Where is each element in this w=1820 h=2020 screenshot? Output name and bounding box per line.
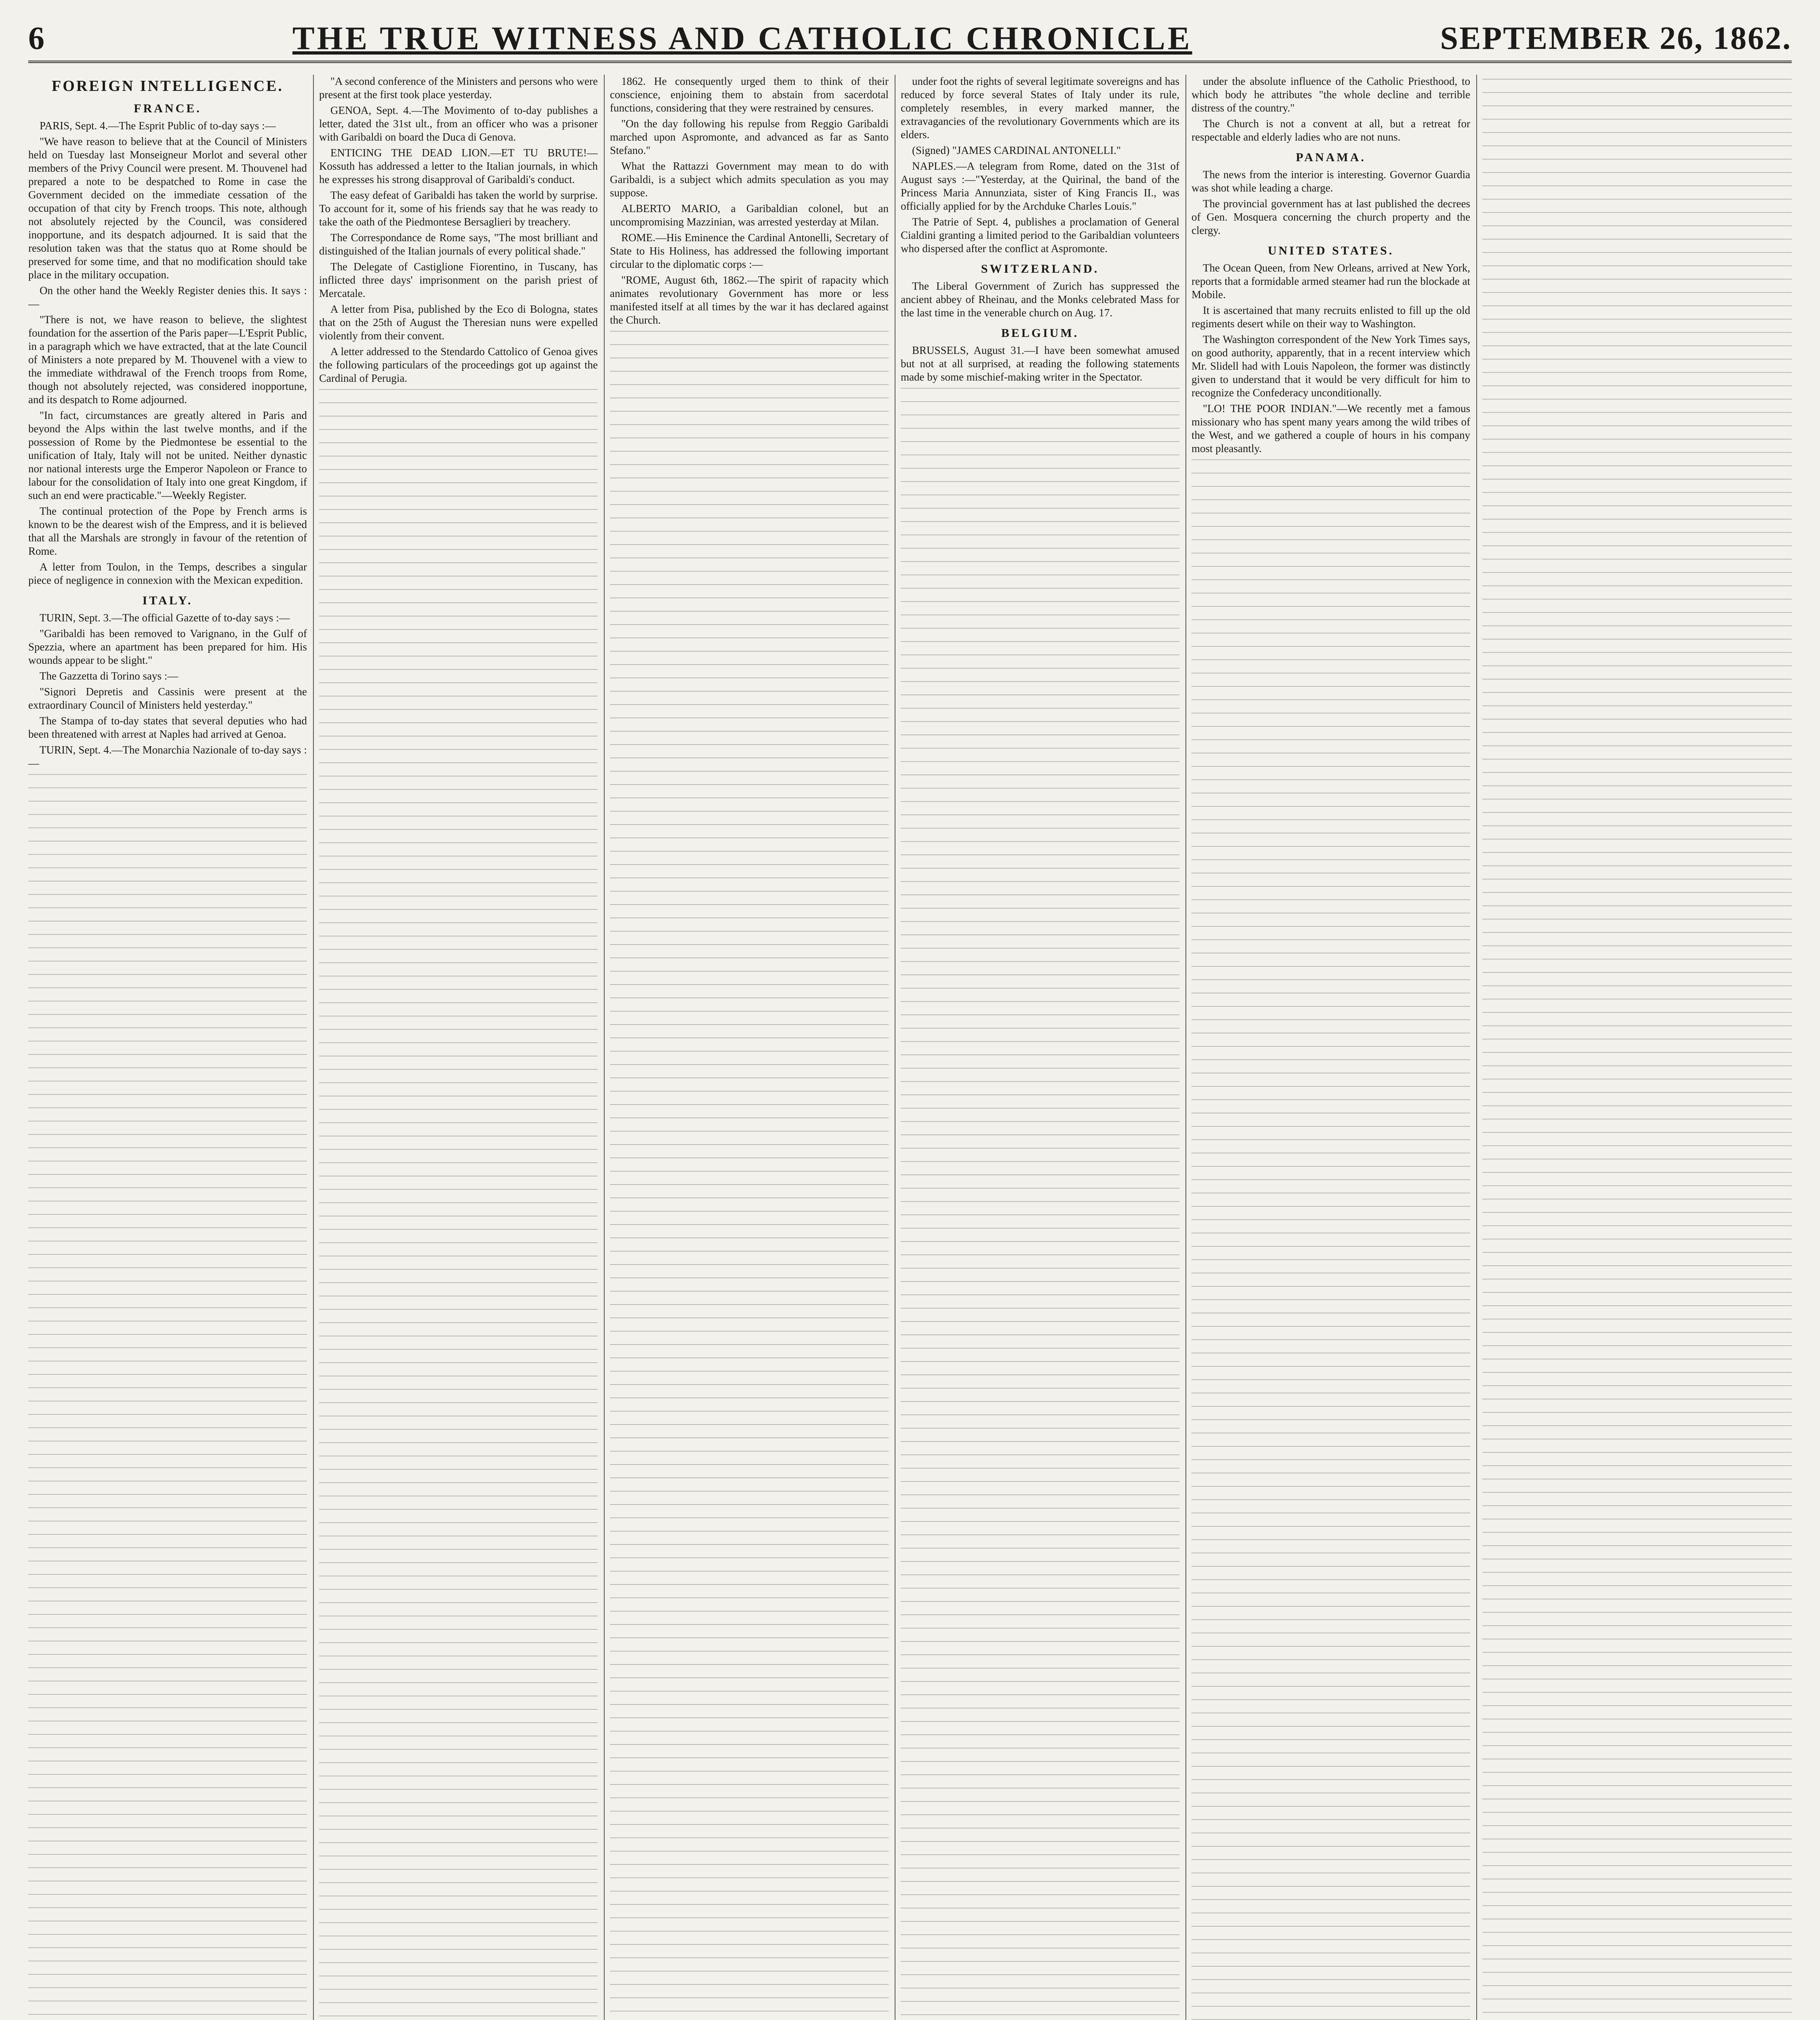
paragraph: A letter addressed to the Stendardo Cattolico of Genoa gives the following particulars of the proceedings got up against the Cardinal of Perugia. [319, 345, 598, 384]
subsection-heading: ITALY. [142, 594, 193, 607]
paragraph: The continual protection of the Pope by French arms is known to be the dearest wish of the Empress, and it is believed that all the Marshals are strongly in favour of the retention of Rome. [28, 505, 307, 557]
paragraph: The Ocean Queen, from New Orleans, arrived at New York, reports that a formidable armed steamer had run the blockade at Mobile. [1192, 262, 1470, 301]
paragraph: A letter from Pisa, published by the Eco di Bologna, states that on the 25th of August the Theresian nuns were expelled violently from their convent. [319, 303, 598, 342]
subsection-heading: BELGIUM. [1001, 326, 1079, 340]
paragraph: "We have reason to believe that at the Council of Ministers held on Tuesday last Monseigneur Morlot and several other members of the Privy Council were present. M. Thouvenel had prepared a note to be despatched to Rome in case the Government decided on the immediate cessation of the occupation of that city by French troops. This note, although not absolutely rejected by the Council, was considered inopportune, and its despatch adjourned. It is said that the resolution taken was that the status quo at Rome should be preserved for some time, and that no modification should take place in the military occupation. [28, 135, 307, 281]
paragraph: under the absolute influence of the Catholic Priesthood, to which body he attributes "the whole decline and terrible distress of the country." [1192, 75, 1470, 114]
text-lines-continuation [319, 389, 598, 2020]
newspaper-title: THE TRUE WITNESS AND CATHOLIC CHRONICLE [292, 20, 1192, 57]
paragraph: PARIS, Sept. 4.—The Esprit Public of to-day says :— [40, 120, 276, 132]
paragraph: under foot the rights of several legitimate sovereigns and has reduced by force several States of Italy under its rule, completely resembles, in every marked manner, the extravagancies of the revolutionary Governments which are its elders. [901, 75, 1179, 141]
text-lines-continuation [28, 774, 307, 2020]
paragraph: "There is not, we have reason to believe, the slightest foundation for the assertion of the Paris paper—L'Esprit Public, in a paragraph which we have extracted, that at the late Council of Ministers a note prepared by M. Thouvenel with a view to the immediate withdrawal of the French troops from Rome, though not absolutely rejected, was considered inopportune, and its despatch to Rome adjourned. [28, 314, 307, 406]
text-lines-continuation [1192, 459, 1470, 2020]
column-rule [313, 75, 314, 2020]
paragraph: BRUSSELS, August 31.—I have been somewhat amused but not at all surprised, at reading the following statements made by some mischief-making writer in the Spectator. [901, 344, 1179, 383]
column-5 [1192, 75, 1470, 2020]
paragraph: The Patrie of Sept. 4, publishes a proclamation of General Cialdini granting a limited period to the Garibaldian volunteers who dispersed after the conflict at Aspromonte. [901, 216, 1179, 255]
paragraph: The easy defeat of Garibaldi has taken the world by surprise. To account for it, some of his friends say that he was ready to take the oath of the Piedmontese Bersaglieri by treachery. [319, 189, 598, 228]
column-6 [1482, 75, 1792, 2020]
paragraph: "ROME, August 6th, 1862.—The spirit of rapacity which animates revolutionary Government has more or less manifested itself at all times by the war it has declared against the Church. [610, 274, 889, 326]
paragraph: "In fact, circumstances are greatly altered in Paris and beyond the Alps within the last twelve months, and if the possession of Rome by the Piedmontese be essential to the unification of Italy, Italy will not be united. Neither dynastic nor national interests urge the Emperor Napoleon or France to labour for the consolidation of Italy into one great Kingdom, if such an end were practicable."—Weekly Register. [28, 409, 307, 501]
text-lines-continuation [1482, 79, 1792, 2020]
paragraph: "On the day following his repulse from Reggio Garibaldi marched upon Aspromonte, and advanced as far as Santo Stefano." [610, 118, 889, 156]
paragraph: A letter from Toulon, in the Temps, describes a singular piece of negligence in connexion with the Mexican expedition. [28, 561, 307, 586]
paragraph: The Washington correspondent of the New York Times says, on good authority, apparently, that in a recent interview which Mr. Slidell had with Louis Napoleon, the former was distinctly given to understand that it would be very difficult for him to recognize the Confederacy unconditionally. [1192, 333, 1470, 399]
columns-area [28, 75, 1792, 2020]
paragraph: What the Rattazzi Government may mean to do with Garibaldi, is a subject which admits speculation as you may suppose. [610, 160, 889, 199]
paragraph: The Gazzetta di Torino says :— [40, 670, 179, 682]
column-rule [1185, 75, 1186, 2020]
subsection-heading: PANAMA. [1296, 151, 1366, 164]
column-3 [610, 75, 889, 2020]
paragraph: ALBERTO MARIO, a Garibaldian colonel, but an uncompromising Mazzinian, was arrested yesterday at Milan. [610, 202, 889, 228]
page-number: 6 [28, 20, 44, 56]
issue-date: SEPTEMBER 26, 1862. [1440, 20, 1792, 56]
masthead [28, 16, 1792, 63]
column-1 [28, 75, 307, 2020]
section-heading: FOREIGN INTELLIGENCE. [52, 78, 284, 95]
paragraph: The Correspondance de Rome says, "The most brilliant and distinguished of the Italian journals of every political shade." [319, 231, 598, 257]
subsection-heading: SWITZERLAND. [981, 262, 1099, 276]
paragraph: The Stampa of to-day states that several deputies who had been threatened with arrest at Naples had arrived at Genoa. [28, 715, 307, 740]
paragraph: NAPLES.—A telegram from Rome, dated on the 31st of August says :—"Yesterday, at the Quirinal, the band of the Princess Maria Annunziata, sister of King Francis II., was officially applied for by the Archduke Charles Louis." [901, 160, 1179, 212]
subsection-heading: FRANCE. [134, 102, 202, 115]
paragraph: The Liberal Government of Zurich has suppressed the ancient abbey of Rheinau, and the Monks celebrated Mass for the last time in the venerable church on Aug. 17. [901, 280, 1179, 319]
paragraph: The news from the interior is interesting. Governor Guardia was shot while leading a charge. [1192, 168, 1470, 194]
paragraph: It is ascertained that many recruits enlisted to fill up the old regiments desert while on their way to Washington. [1192, 304, 1470, 330]
paragraph: TURIN, Sept. 4.—The Monarchia Nazionale of to-day says :— [28, 744, 307, 769]
subsection-heading: UNITED STATES. [1267, 244, 1394, 257]
paragraph: The provincial government has at last published the decrees of Gen. Mosquera concerning the church property and the clergy. [1192, 198, 1470, 236]
paragraph: 1862. He consequently urged them to think of their conscience, enjoining them to abstain from sacerdotal functions, considering that they were restrained by censures. [610, 75, 889, 114]
paragraph: "A second conference of the Ministers and persons who were present at the first took place yesterday. [319, 75, 598, 101]
paragraph: The Delegate of Castiglione Fiorentino, in Tuscany, has inflicted three days' imprisonment on the parish priest of Mercatale. [319, 261, 598, 299]
paragraph: TURIN, Sept. 3.—The official Gazette of to-day says :— [40, 612, 290, 624]
column-4 [901, 75, 1179, 2020]
paragraph: GENOA, Sept. 4.—The Movimento of to-day publishes a letter, dated the 31st ult., from an officer who was a prisoner with Garibaldi on board the Duca di Genova. [319, 104, 598, 143]
paragraph: "Garibaldi has been removed to Varignano, in the Gulf of Spezzia, where an apartment has been prepared for him. His wounds appear to be slight." [28, 627, 307, 666]
paragraph: (Signed) "JAMES CARDINAL ANTONELLI." [912, 144, 1121, 156]
column-2 [319, 75, 598, 2020]
text-lines-continuation [610, 331, 889, 2020]
column-rule [1476, 75, 1477, 2020]
paragraph: On the other hand the Weekly Register denies this. It says :— [28, 284, 307, 310]
paragraph: The Church is not a convent at all, but a retreat for respectable and elderly ladies who are not nuns. [1192, 118, 1470, 143]
text-lines-continuation [901, 388, 1179, 2020]
paragraph: "LO! THE POOR INDIAN."—We recently met a famous missionary who has spent many years among the wild tribes of the West, and we gathered a couple of hours in his company most pleasantly. [1192, 402, 1470, 455]
paragraph: ENTICING THE DEAD LION.—ET TU BRUTE!—Kossuth has addressed a letter to the Italian journals, in which he expresses his strong disapproval of Garibaldi's conduct. [319, 147, 598, 185]
paragraph: ROME.—His Eminence the Cardinal Antonelli, Secretary of State to His Holiness, has addressed the following important circular to the diplomatic corps :— [610, 231, 889, 270]
column-rule [604, 75, 605, 2020]
paragraph: "Signori Depretis and Cassinis were present at the extraordinary Council of Ministers held yesterday." [28, 686, 307, 711]
